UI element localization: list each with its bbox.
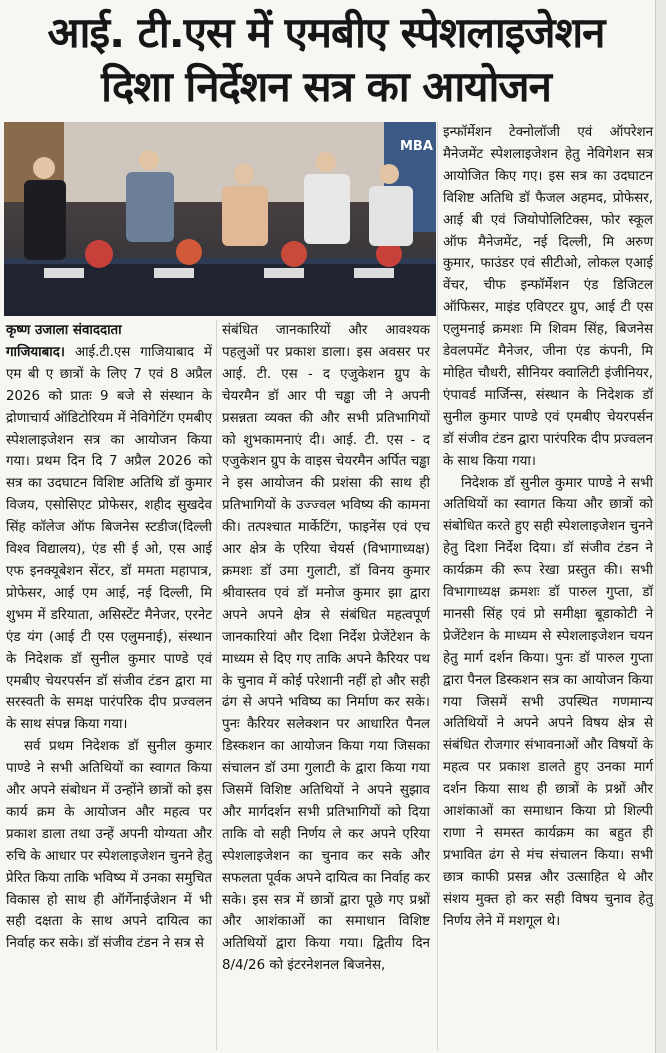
dateline: गाजियाबाद।	[6, 344, 65, 360]
headline	[0, 6, 652, 114]
headline-line-1: आई. टी.एस में एमबीए स्पेशलाइजेशन	[47, 8, 605, 57]
article-column-3	[443, 122, 653, 933]
article-column-1	[6, 320, 212, 955]
event-stage-photo-icon	[4, 122, 436, 316]
article-column-2	[222, 320, 430, 977]
article-paragraph: निदेशक डॉ सुनील कुमार पाण्डे ने सभी अतिथियों का स्वागत किया और छात्रों को संबोधित करते हुए सही स्पेशलाइजेशन चुनने हेतु दिशा निर्देश दिया। डॉ संजीव टंडन ने कार्यक्रम की रूप रेखा प्रस्तुत की। सभी विभागाध्यक्ष क्रमशः डॉ पारुल गुप्ता, डॉ मानसी सिंह एवं प्रो समीक्षा बूडाकोटी ने प्रेजेंटेशन के माध्यम से स्पेशलाइजेशन चयन हेतु मार्ग दर्शन किया। पुनः डॉ पारुल गुप्ता द्वारा पैनल डिस्कशन सत्र का आयोजन किया गया जिसमें सभी उपस्थित गणमान्य अतिथियों ने अपने अपने विषय क्षेत्र से संबंधित रोजगार संभावनाओं और विषयों के महत्व पर प्रकाश डालते हुए उनका मार्ग दर्शन किया साथ ही छात्रों के प्रश्नों और आशंकाओं का समाधान किया प्रो शिल्पी राणा ने समस्त कार्यक्रम का बहुत ही प्रभावित ढंग से मंच संचालन किया। सभी छात्र काफी प्रसन्न और उत्साहित थे और संशय मुक्त हो कर सही विषय चुनाव हेतु निर्णय लेने में मशगूल थे।	[443, 475, 653, 929]
banner-text: MBA	[400, 139, 433, 154]
article-paragraph: संबंधित जानकारियों और आवश्यक पहलुओं पर प्रकाश डाला। इस अवसर पर आई. टी. एस - द एजुकेशन ग्रुप के चेयरमैन डॉ आर पी चड्ढा जी ने अपनी प्रसन्नता व्यक्त की और सभी प्रतिभागियों को शुभकामनाएं दी। आई. टी. एस - द एजुकेशन ग्रुप के वाइस चेयरमैन अर्पित चड्ढा ने इस आयोजन की प्रशंसा की साथ ही प्रतिभागियों के उज्ज्वल भविष्य की कामना की। तत्पश्चात मार्केटिंग, फाइनेंस एवं एच आर क्षेत्र के एरिया चेयर्स (विभागाध्यक्ष) क्रमशः डॉ उमा गुलाटी, डॉ विनय कुमार श्रीवास्तव एवं डॉ मनोज कुमार झा द्वारा अपने अपने क्षेत्र से संबंधित महत्वपूर्ण जानकारियां और दिशा निर्देश प्रेजेंटेशन के माध्यम से दिए गए ताकि अपने कैरियर पथ के चुनाव में कोई परेशानी नहीं हो और सही ढंग से अपने भविष्य का निर्माण कर सके। पुनः कैरियर सलेक्शन पर आधारित पैनल डिस्कशन का आयोजन किया गया जिसका संचालन डॉ उमा गुलाटी के द्वारा किया गया जिसमें विशिष्ट अतिथियों ने अपने सुझाव और मार्गदर्शन सभी प्रतिभागियों को दिया ताकि वो सही निर्णय ले कर अपने एरिया स्पेशलाइजेशन का चुनाव कर सके और सफलता पूर्वक अपने दायित्व का निर्वाह कर सके। इस सत्र में छात्रों द्वारा पूछे गए प्रश्नों और आशंकाओं का समाधान विशिष्ट अतिथियों द्वारा किया गया। द्वितीय दिन 8/4/26 को इंटरनेशनल बिजनेस,	[222, 323, 430, 974]
event-photo	[4, 122, 436, 316]
article-paragraph: सर्व प्रथम निदेशक डॉ सुनील कुमार पाण्डे ने सभी अतिथियों का स्वागत किया और अपने संबोधन में उन्होंने छात्रों को इस कार्य क्रम के आयोजन और महत्व पर प्रकाश डाला तथा उन्हें अपनी योग्यता और रुचि के आधार पर स्पेशलाइजेशन चुनने हेतु प्रेरित किया ताकि भविष्य में उनका समुचित विकास हो साथ ही ऑर्गेनाईजेशन में भी सही दक्षता के साथ अपने दायित्व का निर्वाह कर सके। डॉ संजीव टंडन ने सत्र से	[6, 739, 212, 952]
column-divider-2	[437, 122, 438, 1050]
headline-line-2: दिशा निर्देशन सत्र का आयोजन	[101, 62, 551, 111]
column-divider-1	[216, 320, 217, 1050]
article-paragraph: आई.टी.एस गाजियाबाद में एम बी ए छात्रों के लिए 7 एवं 8 अप्रैल 2026 को प्रातः 9 बजे से संस्थान के द्रोणाचार्य ऑडिटोरियम में नेविगेटिंग एमबीए स्पेशलाइजेशन सत्र का आयोजन किया गया। प्रथम दिन दि 7 अप्रैल 2026 को सत्र का उदघाटन विशिष्ट अतिथि डॉ कुमार विजय, एसोसिएट प्रोफेसर, शहीद सुखदेव सिंह कॉलेज ऑफ बिजनेस स्टडीज(दिल्ली विश्व विद्यालय), एंड सी ई ओ, एस आई एफ इनक्यूबेशन सेंटर, डॉ ममता महापात्र, प्रोफेसर, आई एम आई, नई दिल्ली, मि शुभम में डरियाता, असिस्टेंट मैनेजर, एरनेट एंड यंग (आई टी एस एलुमनाई), संस्थान के निदेशक डॉ सुनील कुमार पाण्डे एवं एमबीए चेयरपर्सन डॉ संजीव टंडन द्वारा मा सरस्वती के समक्ष पारंपरिक दीप प्रज्वलन के साथ संपन्न किया गया।	[6, 344, 212, 733]
byline: कृष्ण उजाला संवाददाता	[6, 323, 122, 338]
article-paragraph: इन्फॉर्मेशन टेक्नोलॉजी एवं ऑपरेशन मैनेजमेंट स्पेशलाइजेशन हेतु नेविगेशन सत्र आयोजित किए गए। इस सत्र का उदघाटन विशिष्ट अतिथि डॉ फैजल अहमद, प्रोफेसर, आई बी एवं जियोपोलिटिक्स, फोर स्कूल ऑफ मैनेजमेंट, नई दिल्ली, मि अरुण कुमार, फाउंडर एवं सीटीओ, लोकल एआई वेंचर, चीफ इन्फॉर्मेशन एंड डिजिटल ऑफिसर, माइंड एविएटर ग्रुप, आई टी एस एलुमनाई क्रमशः मि शिवम सिंह, बिजनेस डेवलपमेंट मैनेजर, जीना एंड कंपनी, मि मोहित चौधरी, सीनियर क्वालिटी इंजीनियर, एंपावर्ड मार्जिन्स, संस्थान के निदेशक डॉ सुनील कुमार पाण्डे एवं एमबीए चेयरपर्सन डॉ संजीव टंडन द्वारा पारंपरिक दीप प्रज्वलन के साथ किया गया।	[443, 125, 653, 469]
page-edge	[655, 0, 666, 1053]
